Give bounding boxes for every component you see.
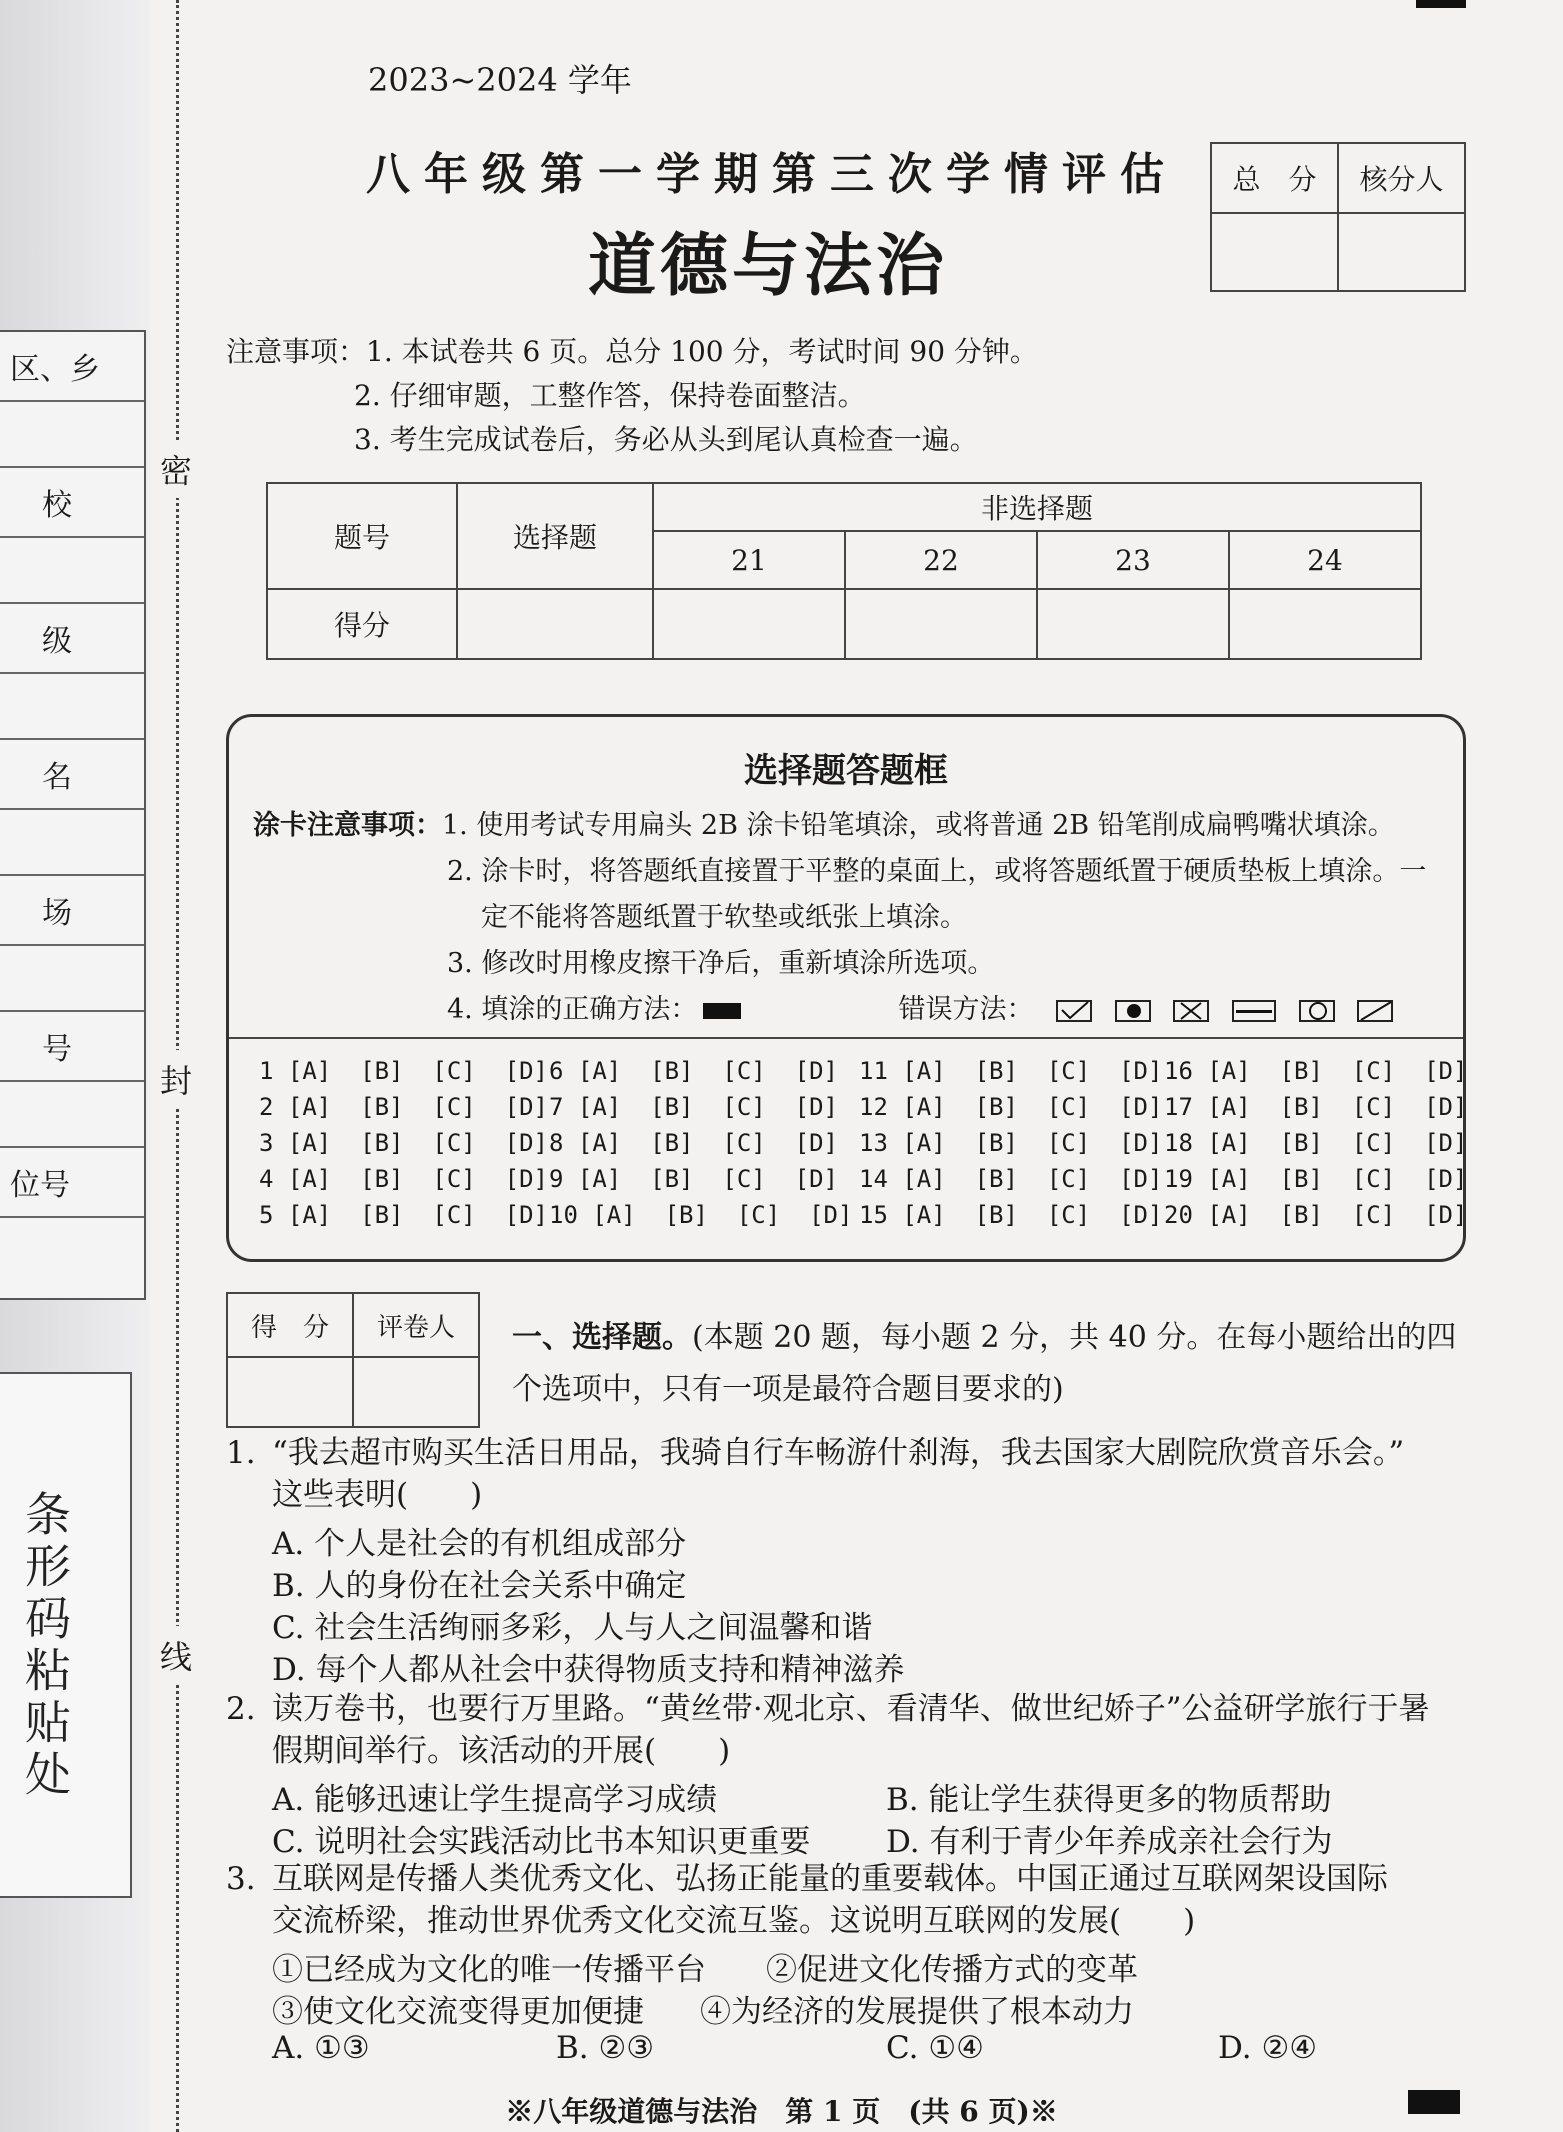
section-score-table	[226, 1292, 480, 1428]
answer-row[interactable]: 10 [A] [B] [C] [D]	[549, 1201, 853, 1229]
rule-line: 涂卡注意事项：1. 使用考试专用扁头 2B 涂卡铅笔填涂，或将普通 2B 铅笔削成扁鸭嘴状填涂。	[253, 810, 1395, 841]
option-d: D. 有利于青少年养成亲社会行为	[886, 1824, 1333, 1860]
question-2: 2. 读万卷书，也要行万里路。“黄丝带·观北京、看清华、做世纪娇子”公益研学旅行于暑 假期间举行。该活动的开展( )	[226, 1688, 1476, 1772]
question-stem: 这些表明( )	[272, 1477, 483, 1513]
section-score-label: 得 分	[227, 1293, 353, 1357]
total-score-table	[1210, 142, 1466, 292]
col-23: 23	[1037, 531, 1229, 589]
total-score-cell[interactable]	[1211, 213, 1338, 291]
statement-4: ④为经济的发展提供了根本动力	[700, 1994, 1134, 2030]
option-b: B. 能让学生获得更多的物质帮助	[886, 1782, 1332, 1818]
note-line: 3. 考生完成试卷后，务必从头到尾认真检查一遍。	[354, 423, 978, 456]
grade-table	[266, 482, 1422, 660]
question-stem: “我去超市购买生活日用品，我骑自行车畅游什刹海，我去国家大剧院欣赏音乐会。”	[272, 1435, 1405, 1471]
info-row-class: 级	[0, 604, 144, 674]
question-number-label: 题号	[267, 483, 457, 589]
note-line: 2. 仔细审题，工整作答，保持卷面整洁。	[354, 379, 866, 412]
score-cell[interactable]	[653, 589, 845, 659]
option-c: C. 社会生活绚丽多彩，人与人之间温馨和谐	[272, 1610, 873, 1646]
rule-line: 2. 涂卡时，将答题纸直接置于平整的桌面上，或将答题纸置于硬质垫板上填涂。一	[447, 856, 1427, 887]
slash-mark-icon	[1357, 1000, 1393, 1022]
info-row-blank	[0, 1082, 144, 1148]
option-b: B. 人的身份在社会关系中确定	[272, 1568, 687, 1604]
answer-row[interactable]: 19 [A] [B] [C] [D]	[1164, 1165, 1468, 1193]
answer-row[interactable]: 12 [A] [B] [C] [D]	[859, 1093, 1163, 1121]
answer-column	[1164, 1057, 1467, 1237]
answer-row[interactable]: 7 [A] [B] [C] [D]	[549, 1093, 838, 1121]
score-cell[interactable]	[845, 589, 1037, 659]
score-cell[interactable]	[1229, 589, 1421, 659]
col-24: 24	[1229, 531, 1421, 589]
question-stem: 读万卷书，也要行万里路。“黄丝带·观北京、看清华、做世纪娇子”公益研学旅行于暑	[272, 1691, 1430, 1727]
answer-column	[859, 1057, 1162, 1237]
correct-fill-icon	[703, 1003, 741, 1019]
option-d: D. 每个人都从社会中获得物质支持和精神滋养	[272, 1652, 905, 1688]
question-stem: 互联网是传播人类优秀文化、弘扬正能量的重要载体。中国正通过互联网架设国际	[272, 1861, 1388, 1897]
info-row-exam-room: 场	[0, 876, 144, 946]
info-row-seat: 位号	[0, 1148, 144, 1218]
info-row-school: 校	[0, 468, 144, 538]
info-row-district: 区、乡	[0, 332, 144, 402]
answer-row[interactable]: 18 [A] [B] [C] [D]	[1164, 1129, 1468, 1157]
seal-char-xian: 线	[160, 1626, 192, 1684]
answer-sheet-box	[226, 714, 1466, 1262]
answer-row[interactable]: 4 [A] [B] [C] [D]	[259, 1165, 548, 1193]
exam-subtitle: 八年级第一学期第三次学情评估	[366, 149, 1178, 200]
note-line: 注意事项：1. 本试卷共 6 页。总分 100 分，考试时间 90 分钟。	[226, 335, 1038, 368]
statement-3: ③使文化交流变得更加便捷	[272, 1994, 644, 2030]
registration-mark	[1408, 2090, 1460, 2114]
dot-mark-icon	[1115, 1000, 1151, 1022]
option-a: A. 能够迅速让学生提高学习成绩	[272, 1782, 718, 1818]
option-d: D. ②④	[1218, 2030, 1318, 2066]
col-22: 22	[845, 531, 1037, 589]
wrong-method-label: 错误方法：	[898, 994, 1034, 1025]
section-heading: 一、选择题。(本题 20 题，每小题 2 分，共 40 分。在每小题给出的四个选项中，只有一项是最符合题目要求的)	[512, 1320, 1457, 1407]
info-row-blank	[0, 674, 144, 740]
line-mark-icon	[1232, 1000, 1276, 1022]
cross-mark-icon	[1173, 1000, 1209, 1022]
answer-column	[549, 1057, 852, 1237]
option-a: A. ①③	[272, 2030, 370, 2066]
exam-notes	[226, 330, 1038, 462]
answer-row[interactable]: 8 [A] [B] [C] [D]	[549, 1129, 838, 1157]
answer-column	[259, 1057, 548, 1237]
student-info-box	[0, 330, 146, 1300]
registration-mark	[1416, 0, 1466, 8]
option-a: A. 个人是社会的有机组成部分	[272, 1526, 687, 1562]
answer-row[interactable]: 2 [A] [B] [C] [D]	[259, 1093, 548, 1121]
info-row-blank	[0, 810, 144, 876]
score-cell[interactable]	[1037, 589, 1229, 659]
answer-row[interactable]: 16 [A] [B] [C] [D]	[1164, 1057, 1468, 1085]
section-grader-cell[interactable]	[353, 1357, 479, 1427]
answer-row[interactable]: 11 [A] [B] [C] [D]	[859, 1057, 1163, 1085]
non-choice-label: 非选择题	[653, 483, 1421, 531]
barcode-label: 条形码粘贴处	[18, 1490, 72, 1802]
check-mark-icon	[1056, 1000, 1092, 1022]
answer-row[interactable]: 6 [A] [B] [C] [D]	[549, 1057, 838, 1085]
col-21: 21	[653, 531, 845, 589]
score-cell[interactable]	[457, 589, 653, 659]
checker-label: 核分人	[1338, 143, 1465, 213]
info-row-number: 号	[0, 1012, 144, 1082]
option-b: B. ②③	[556, 2030, 655, 2066]
answer-box-title: 选择题答题框	[744, 751, 948, 791]
info-row-blank	[0, 402, 144, 468]
option-c: C. 说明社会实践活动比书本知识更重要	[272, 1824, 811, 1860]
rule-line: 定不能将答题纸置于软垫或纸张上填涂。	[481, 902, 967, 933]
answer-row[interactable]: 20 [A] [B] [C] [D]	[1164, 1201, 1468, 1229]
circle-mark-icon	[1299, 1000, 1335, 1022]
answer-row[interactable]: 9 [A] [B] [C] [D]	[549, 1165, 838, 1193]
answer-row[interactable]: 3 [A] [B] [C] [D]	[259, 1129, 548, 1157]
option-c: C. ①④	[886, 2030, 984, 2066]
answer-row[interactable]: 1 [A] [B] [C] [D]	[259, 1057, 548, 1085]
seal-char-feng: 封	[160, 1050, 192, 1108]
statement-2: ②促进文化传播方式的变革	[766, 1952, 1138, 1988]
statement-1: ①已经成为文化的唯一传播平台	[272, 1952, 706, 1988]
answer-row[interactable]: 17 [A] [B] [C] [D]	[1164, 1093, 1468, 1121]
info-row-blank	[0, 946, 144, 1012]
answer-row[interactable]: 5 [A] [B] [C] [D]	[259, 1201, 548, 1229]
info-row-name: 名	[0, 740, 144, 810]
total-score-label: 总 分	[1211, 143, 1338, 213]
rule-line: 3. 修改时用橡皮擦干净后，重新填涂所选项。	[447, 948, 995, 979]
filling-rules	[253, 803, 1426, 1033]
question-1: 1. “我去超市购买生活日用品，我骑自行车畅游什刹海，我去国家大剧院欣赏音乐会。” 这些表明( )	[226, 1432, 1476, 1516]
page-footer: ※八年级道德与法治 第 1 页 (共 6 页)※	[505, 2095, 1058, 2128]
question-3: 3. 互联网是传播人类优秀文化、弘扬正能量的重要载体。中国正通过互联网架设国际 交流桥梁，推动世界优秀文化交流互鉴。这说明互联网的发展( )	[226, 1858, 1476, 1942]
info-row-blank	[0, 538, 144, 604]
question-stem: 交流桥梁，推动世界优秀文化交流互鉴。这说明互联网的发展( )	[272, 1903, 1196, 1939]
section-grader-label: 评卷人	[353, 1293, 479, 1357]
page-title: 道德与法治	[588, 226, 949, 306]
choice-label: 选择题	[457, 483, 653, 589]
answer-row[interactable]: 14 [A] [B] [C] [D]	[859, 1165, 1163, 1193]
question-stem: 假期间举行。该活动的开展( )	[272, 1733, 731, 1769]
rule-line: 4. 填涂的正确方法： 错误方法：	[253, 987, 1426, 1033]
seal-char-mi: 密	[160, 440, 192, 498]
section-score-cell[interactable]	[227, 1357, 353, 1427]
answer-row[interactable]: 15 [A] [B] [C] [D]	[859, 1201, 1163, 1229]
school-year: 2023~2024 学年	[368, 61, 632, 99]
answer-box-divider	[229, 1037, 1463, 1039]
checker-cell[interactable]	[1338, 213, 1465, 291]
answer-row[interactable]: 13 [A] [B] [C] [D]	[859, 1129, 1163, 1157]
score-row-label: 得分	[267, 589, 457, 659]
